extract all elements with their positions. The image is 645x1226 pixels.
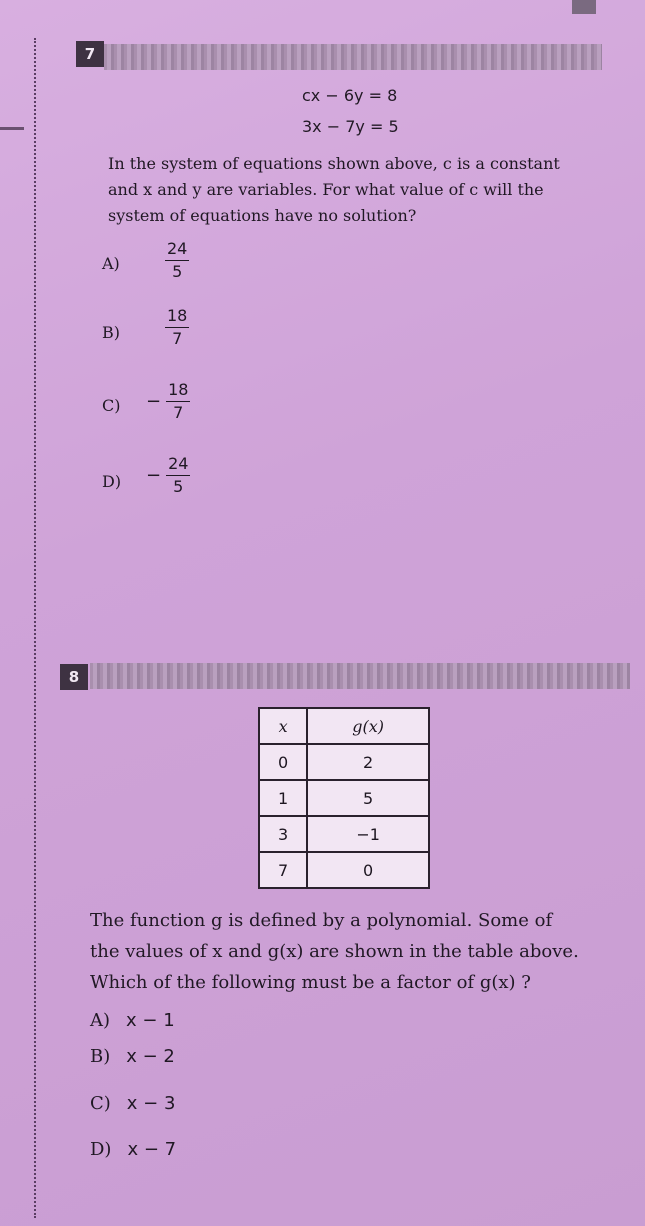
header-gx: g(x) (307, 708, 429, 744)
q7-option-a-value[interactable] (160, 240, 189, 281)
q7-option-c-letter[interactable]: C) (102, 396, 121, 415)
cell-gx: 5 (307, 780, 429, 816)
cell-x: 0 (259, 744, 307, 780)
q7-option-d-letter[interactable]: D) (102, 472, 122, 491)
option-letter: A) (90, 1010, 111, 1031)
cell-x: 3 (259, 816, 307, 852)
numerator: 24 (166, 455, 190, 476)
equation-1: cx − 6y = 8 (302, 86, 398, 105)
cell-gx: 2 (307, 744, 429, 780)
question-7-header-bar (104, 44, 602, 70)
option-expression: x − 2 (126, 1046, 175, 1067)
cell-x: 7 (259, 852, 307, 888)
option-letter: D) (90, 1139, 112, 1160)
corner-mark (572, 0, 596, 14)
q7-option-c-value[interactable] (146, 381, 190, 422)
option-expression: x − 1 (126, 1010, 175, 1031)
dotted-margin-line (34, 38, 36, 1218)
values-table (258, 707, 430, 889)
question-8-number: 8 (60, 664, 88, 690)
denominator: 7 (173, 403, 184, 422)
q8-option-c[interactable] (90, 1093, 175, 1114)
numerator: 18 (165, 307, 189, 328)
q7-option-d-value[interactable] (146, 455, 190, 496)
q8-option-a[interactable] (90, 1010, 175, 1031)
stem-line: the values of x and g(x) are shown in the table above. (90, 941, 579, 962)
numerator: 24 (165, 240, 189, 261)
numerator: 18 (166, 381, 190, 402)
stem-line: The function g is defined by a polynomial. Some of (90, 910, 553, 931)
denominator: 7 (172, 329, 183, 348)
q7-option-b-value[interactable] (160, 307, 189, 348)
q7-option-b-letter[interactable]: B) (102, 323, 120, 342)
option-expression: x − 3 (126, 1093, 176, 1114)
option-expression: x − 7 (127, 1139, 177, 1160)
table-row (259, 744, 429, 780)
table-header-row (259, 708, 429, 744)
option-letter: B) (90, 1046, 111, 1067)
sign: − (146, 391, 162, 412)
equation-2: 3x − 7y = 5 (302, 117, 399, 136)
question-8-stem (90, 905, 630, 998)
table-row (259, 816, 429, 852)
margin-tick (0, 127, 24, 130)
q8-option-d[interactable] (90, 1139, 176, 1160)
table-row (259, 780, 429, 816)
question-8-header-bar (90, 663, 630, 689)
question-7-stem: In the system of equations shown above, c is a constant and x and y are variables. For what value of c will the system of equations have no solution? (108, 154, 560, 225)
question-7-number: 7 (76, 41, 104, 67)
stem-line: Which of the following must be a factor of g(x) ? (90, 972, 531, 993)
denominator: 5 (172, 262, 183, 281)
q8-option-b[interactable] (90, 1046, 175, 1067)
cell-gx: 0 (307, 852, 429, 888)
header-x: x (259, 708, 307, 744)
table-row (259, 852, 429, 888)
q7-option-a-letter[interactable]: A) (102, 254, 120, 273)
cell-gx: −1 (307, 816, 429, 852)
denominator: 5 (173, 477, 184, 496)
cell-x: 1 (259, 780, 307, 816)
sign: − (146, 465, 162, 486)
option-letter: C) (90, 1093, 111, 1114)
